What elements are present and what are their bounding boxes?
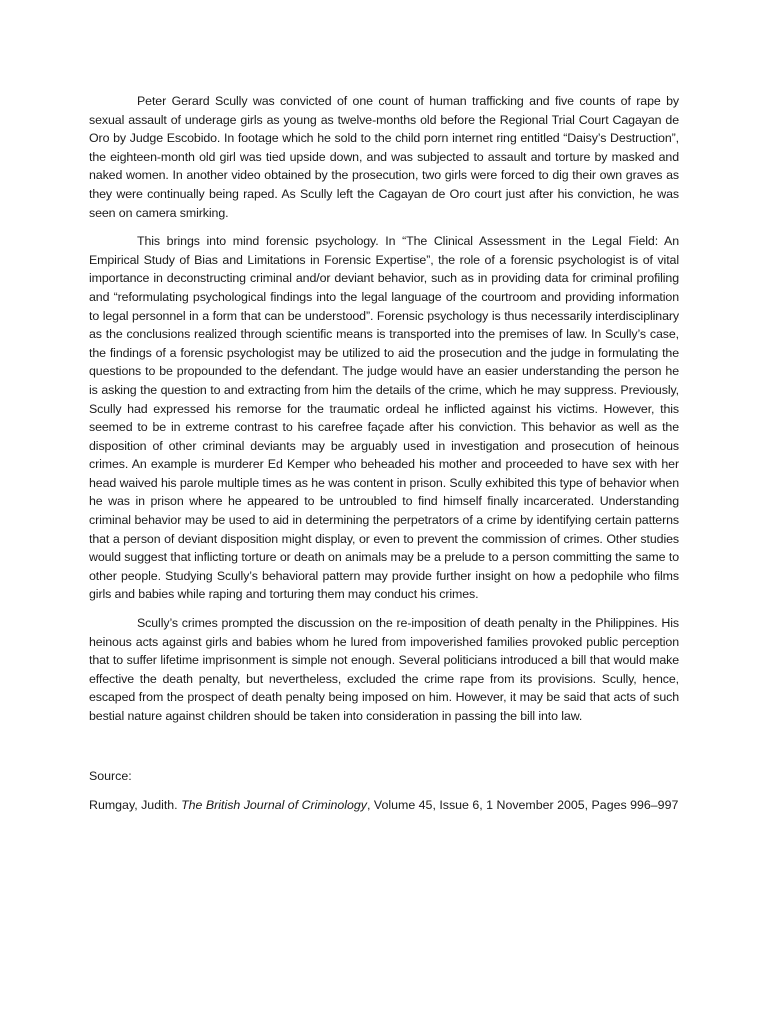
citation-details: , Volume 45, Issue 6, 1 November 2005, Pages 996–997 bbox=[367, 798, 679, 813]
source-citation bbox=[89, 796, 679, 815]
citation-author: Rumgay, Judith bbox=[89, 798, 175, 813]
source-label: Source: bbox=[89, 768, 132, 783]
body-paragraph-2: This brings into mind forensic psychology. In “The Clinical Assessment in the Legal Field: An Empirical Study of Bias and Limitations in Forensic Expertise”, the role of a forensic psychologist is of vital importance in deconstructing criminal and/or deviant behavior, such as in providing data for criminal profiling and “reformulating psychological findings into the legal language of the courtroom and providing information to legal personnel in a form that can be understood”. Forensic psychology is thus necessarily interdisciplinary as the conclusions realized through scientific means is transported into the premises of law. In Scully’s case, the findings of a forensic psychologist may be utilized to aid the prosecution and the judge in formulating the questions to be propounded to the defendant. The judge would have an easier understanding the person he is asking the question to and extracting from him the details of the crime, which he may suppress. Previously, Scully had expressed his remorse for the traumatic ordeal he inflicted against his victims. However, this seemed to be in extreme contrast to his carefree façade after his conviction. This behavior as well as the disposition of other criminal deviants may be arguably used in investigation and prosecution of heinous crimes. An example is murderer Ed Kemper who beheaded his mother and proceeded to have sex with her head waived his parole multiple times as he was content in prison. Scully exhibited this type of behavior when he was in prison where he appeared to be untroubled to find himself finally incarcerated. Understanding criminal behavior may be used to aid in determining the perpetrators of a crime by identifying certain patterns that a person of deviant disposition might display, or even to prevent the commission of crimes. Other studies would suggest that inflicting torture or death on animals may be a prelude to a person committing the same to other people. Studying Scully’s behavioral pattern may provide further insight on how a pedophile who films girls and babies while raping and torturing them may conduct his crimes. bbox=[89, 234, 679, 602]
citation-journal: The British Journal of Criminology bbox=[181, 798, 367, 813]
body-paragraph-1: Peter Gerard Scully was convicted of one count of human trafficking and five counts of rape by sexual assault of underage girls as young as twelve-months old before the Regional Trial Court Cagayan de Oro by Judge Escobido. In footage which he sold to the child porn internet ring entitled “Daisy’s Destruction”, the eighteen-month old girl was tied upside down, and was subjected to assault and torture by masked and naked women. In another video obtained by the prosecution, two girls were forced to dig their own graves as they were continually being raped. As Scully left the Cagayan de Oro court just after his conviction, he was seen on camera smirking. bbox=[89, 94, 679, 220]
body-paragraph-3: Scully’s crimes prompted the discussion on the re-imposition of death penalty in the Philippines. His heinous acts against girls and babies whom he lured from impoverished families provoked public perception that to suffer lifetime imprisonment is simple not enough. Several politicians introduced a bill that would make effective the death penalty, but nevertheless, excluded the crime rape from its provisions. Scully, hence, escaped from the prospect of death penalty being imposed on him. However, it may be said that acts of such bestial nature against children should be taken into consideration in passing the bill into law. bbox=[89, 616, 679, 723]
citation-separator: . bbox=[174, 798, 182, 813]
